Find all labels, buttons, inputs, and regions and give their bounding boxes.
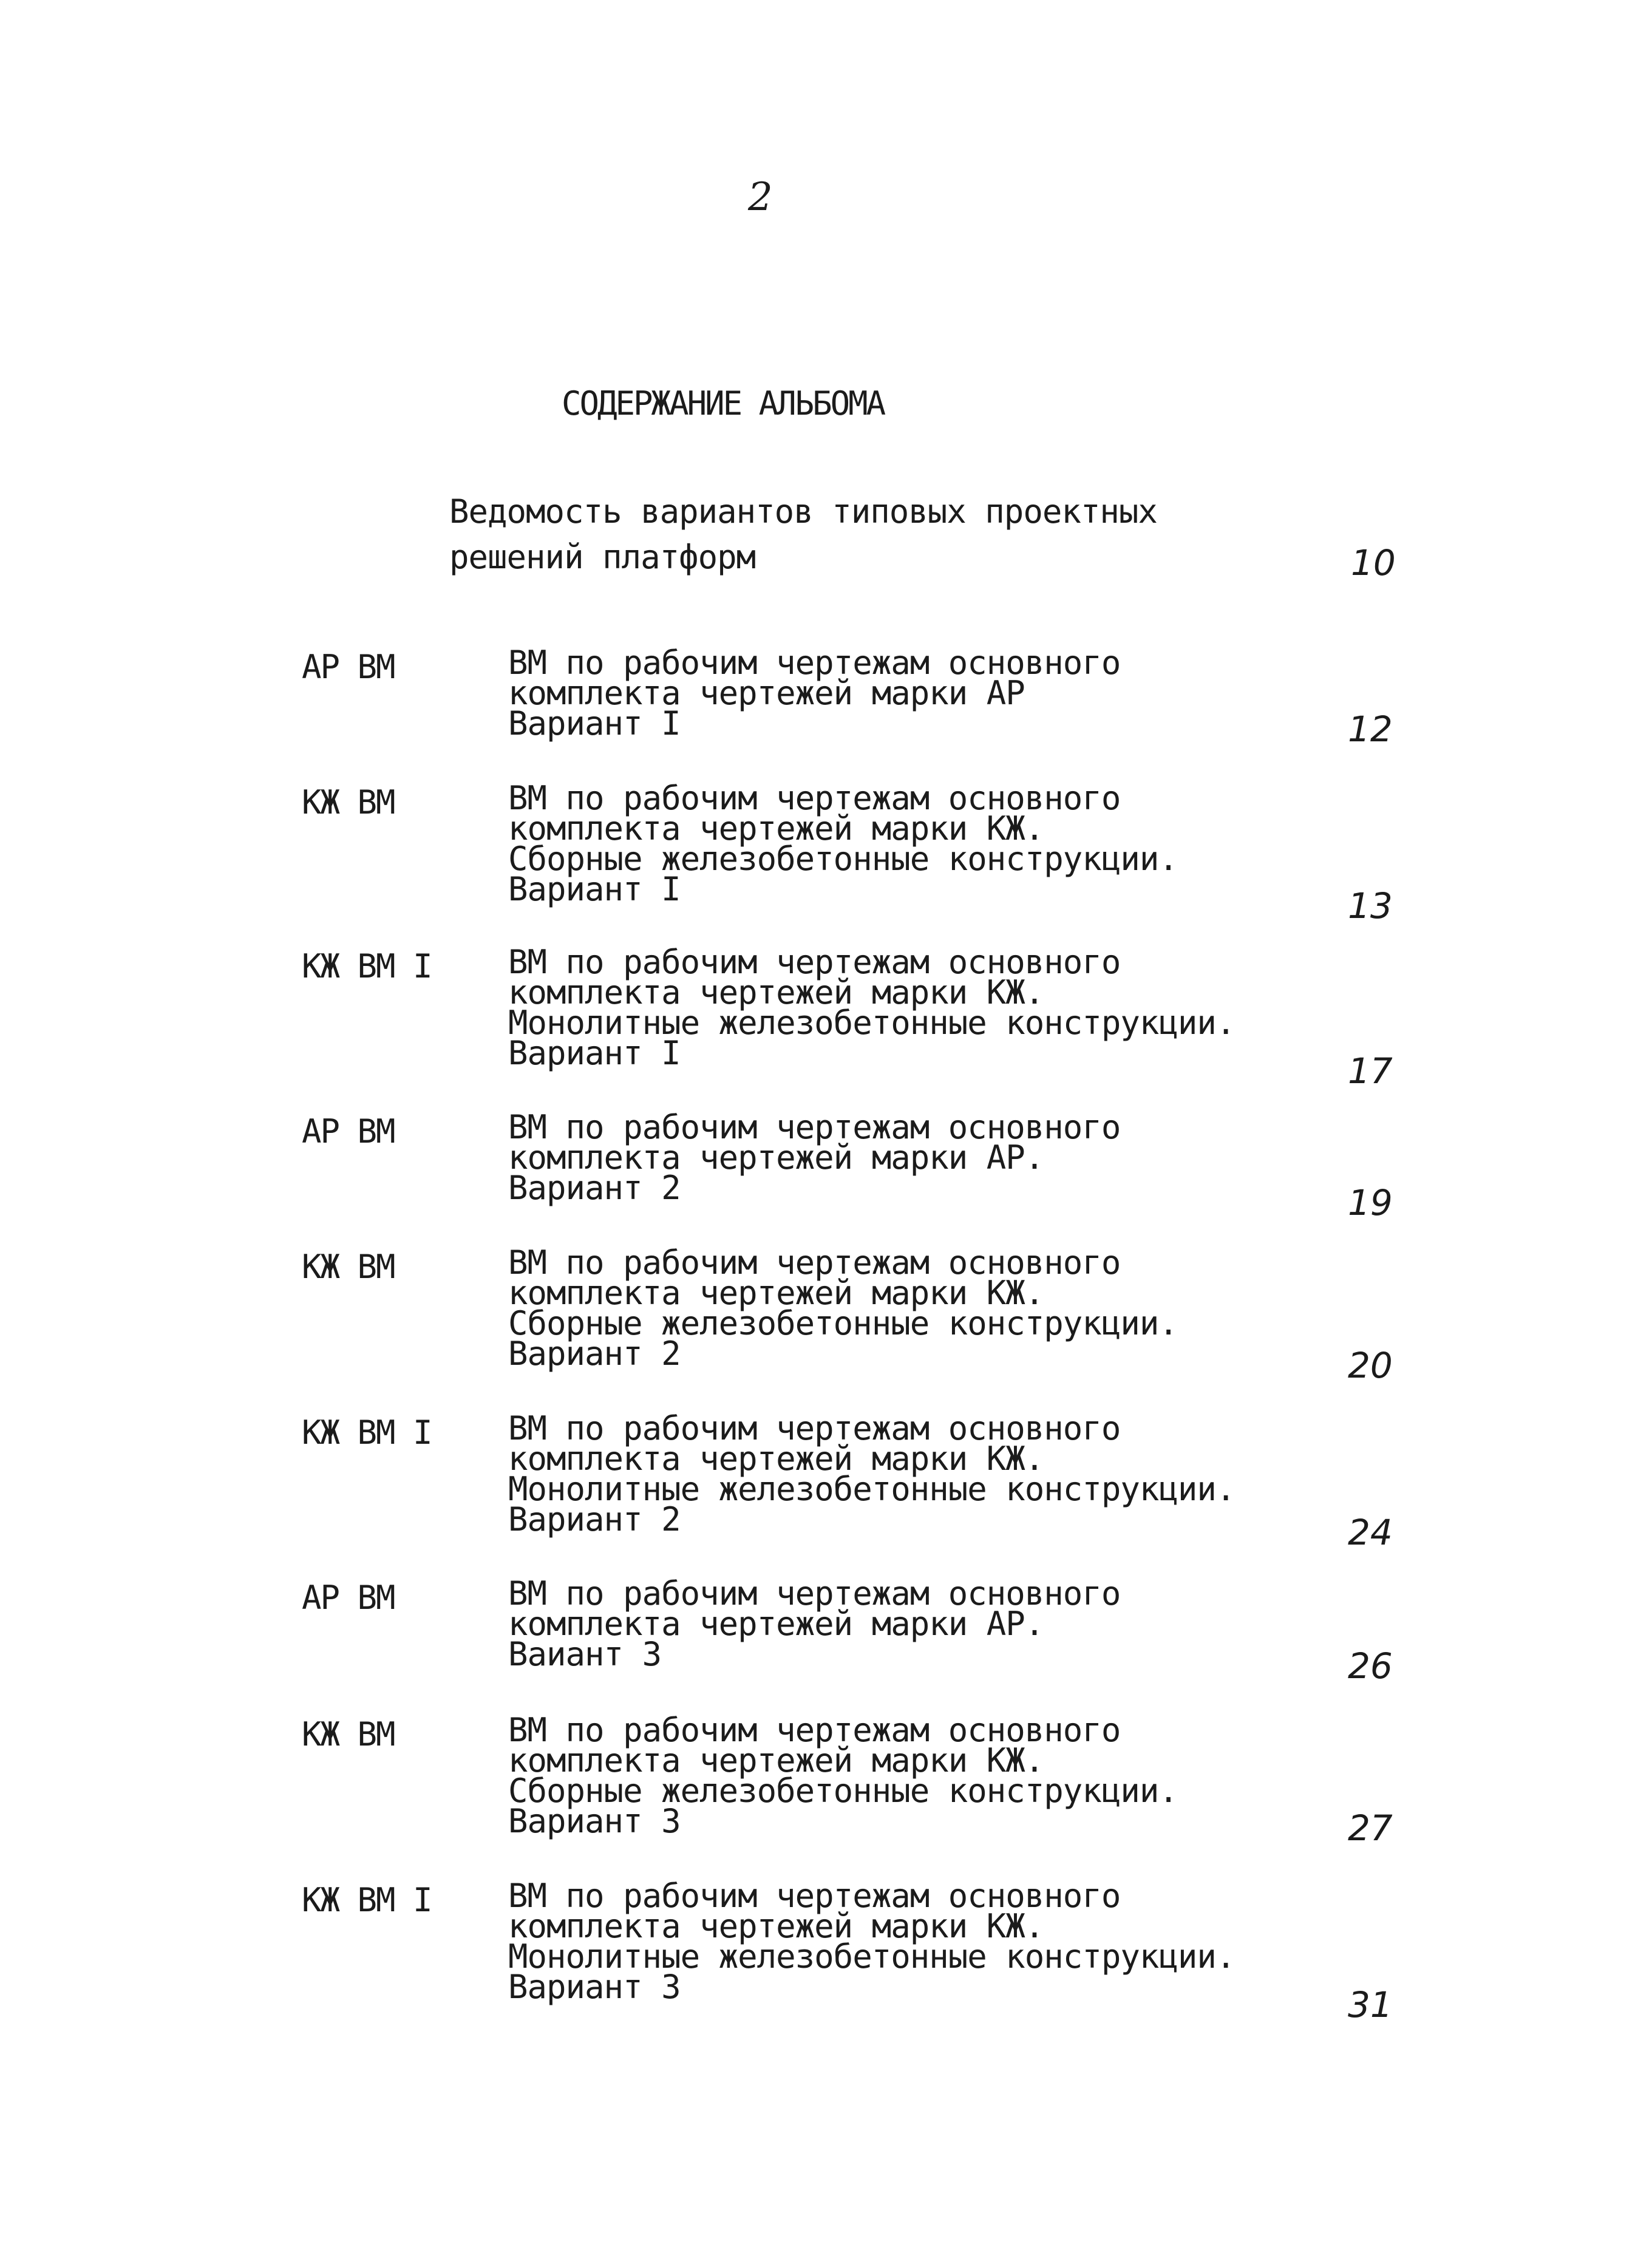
entry-description	[508, 1877, 1236, 2006]
entry-code: АР ВМ	[302, 1579, 395, 1617]
entry-line: Вариант I	[508, 870, 681, 908]
entry-line: ВМ по рабочим чертежам основного	[508, 1711, 1121, 1749]
entry-description	[508, 1711, 1178, 1840]
entry-page-number: 19	[1348, 1182, 1393, 1223]
entry-line: Монолитные железобетонные конструкции.	[508, 1004, 1236, 1042]
entry-line: комплекта чертежей марки АР.	[508, 1605, 1044, 1643]
entry-line: ВМ по рабочим чертежам основного	[508, 1243, 1121, 1282]
entry-page-number: 24	[1348, 1512, 1393, 1553]
entry-page-number: 13	[1348, 885, 1393, 926]
entry-line: Вариант 2	[508, 1334, 681, 1373]
entry-page-number: 27	[1348, 1807, 1393, 1849]
entry-description	[508, 644, 1121, 743]
entry-line: ВМ по рабочим чертежам основного	[508, 644, 1121, 682]
entry-line: комплекта чертежей марки КЖ.	[508, 809, 1044, 848]
entry-line: Вариант I	[508, 1034, 681, 1072]
entry-line: комплекта чертежей марки АР	[508, 674, 1025, 712]
entry-line: Сборные железобетонные конструкции.	[508, 1772, 1178, 1810]
entry-line: Монолитные железобетонные конструкции.	[508, 1937, 1236, 1976]
entry-line: Сборные железобетонные конструкции.	[508, 840, 1178, 878]
entry-code: КЖ ВМ I	[302, 1881, 432, 1919]
page-title: СОДЕРЖАНИЕ АЛЬБОМА	[562, 384, 885, 423]
entry-line: Сборные железобетонные конструкции.	[508, 1304, 1178, 1342]
entry-line: ВМ по рабочим чертежам основного	[508, 1877, 1121, 1915]
entry-line: Ваиант 3	[508, 1635, 662, 1673]
entry-description	[508, 1409, 1236, 1538]
entry-line: Вариант 2	[508, 1500, 681, 1538]
entry-page-number: 12	[1348, 709, 1393, 750]
entry-code: КЖ ВМ I	[302, 947, 432, 985]
intro-line: решений платформ	[449, 538, 756, 576]
entry-line: комплекта чертежей марки КЖ.	[508, 1274, 1044, 1312]
entry-line: ВМ по рабочим чертежам основного	[508, 1574, 1121, 1613]
entry-description	[508, 1243, 1178, 1373]
entry-line: комплекта чертежей марки АР.	[508, 1138, 1044, 1177]
entry-page-number: 17	[1348, 1050, 1393, 1092]
entry-description	[508, 1108, 1121, 1207]
entry-line: ВМ по рабочим чертежам основного	[508, 1108, 1121, 1146]
entry-code: АР ВМ	[302, 648, 395, 686]
intro-entry	[449, 489, 1157, 580]
entry-code: КЖ ВМ I	[302, 1413, 432, 1452]
intro-page-number: 10	[1351, 542, 1396, 583]
entry-code: КЖ ВМ	[302, 783, 395, 821]
entry-description	[508, 779, 1178, 908]
entry-line: ВМ по рабочим чертежам основного	[508, 943, 1121, 981]
entry-line: комплекта чертежей марки КЖ.	[508, 1440, 1044, 1478]
entry-line: Монолитные железобетонные конструкции.	[508, 1470, 1236, 1508]
entry-description	[508, 943, 1236, 1072]
entry-line: комплекта чертежей марки КЖ.	[508, 1907, 1044, 1945]
entry-line: комплекта чертежей марки КЖ.	[508, 1741, 1044, 1780]
entry-line: Вариант 3	[508, 1802, 681, 1840]
entry-line: Вариант I	[508, 704, 681, 743]
entry-line: Вариант 2	[508, 1169, 681, 1207]
entry-line: Вариант 3	[508, 1968, 681, 2006]
entry-page-number: 20	[1348, 1345, 1393, 1386]
entry-line: ВМ по рабочим чертежам основного	[508, 779, 1121, 817]
entry-line: ВМ по рабочим чертежам основного	[508, 1409, 1121, 1447]
entry-code: КЖ ВМ	[302, 1248, 395, 1286]
entry-page-number: 31	[1348, 1984, 1393, 2025]
entry-description	[508, 1574, 1121, 1673]
entry-code: АР ВМ	[302, 1112, 395, 1151]
entry-page-number: 26	[1348, 1645, 1393, 1687]
intro-line: Ведомость вариантов типовых проектных	[449, 492, 1157, 531]
page-number: 2	[748, 175, 773, 220]
entry-line: комплекта чертежей марки КЖ.	[508, 973, 1044, 1011]
entry-code: КЖ ВМ	[302, 1715, 395, 1753]
